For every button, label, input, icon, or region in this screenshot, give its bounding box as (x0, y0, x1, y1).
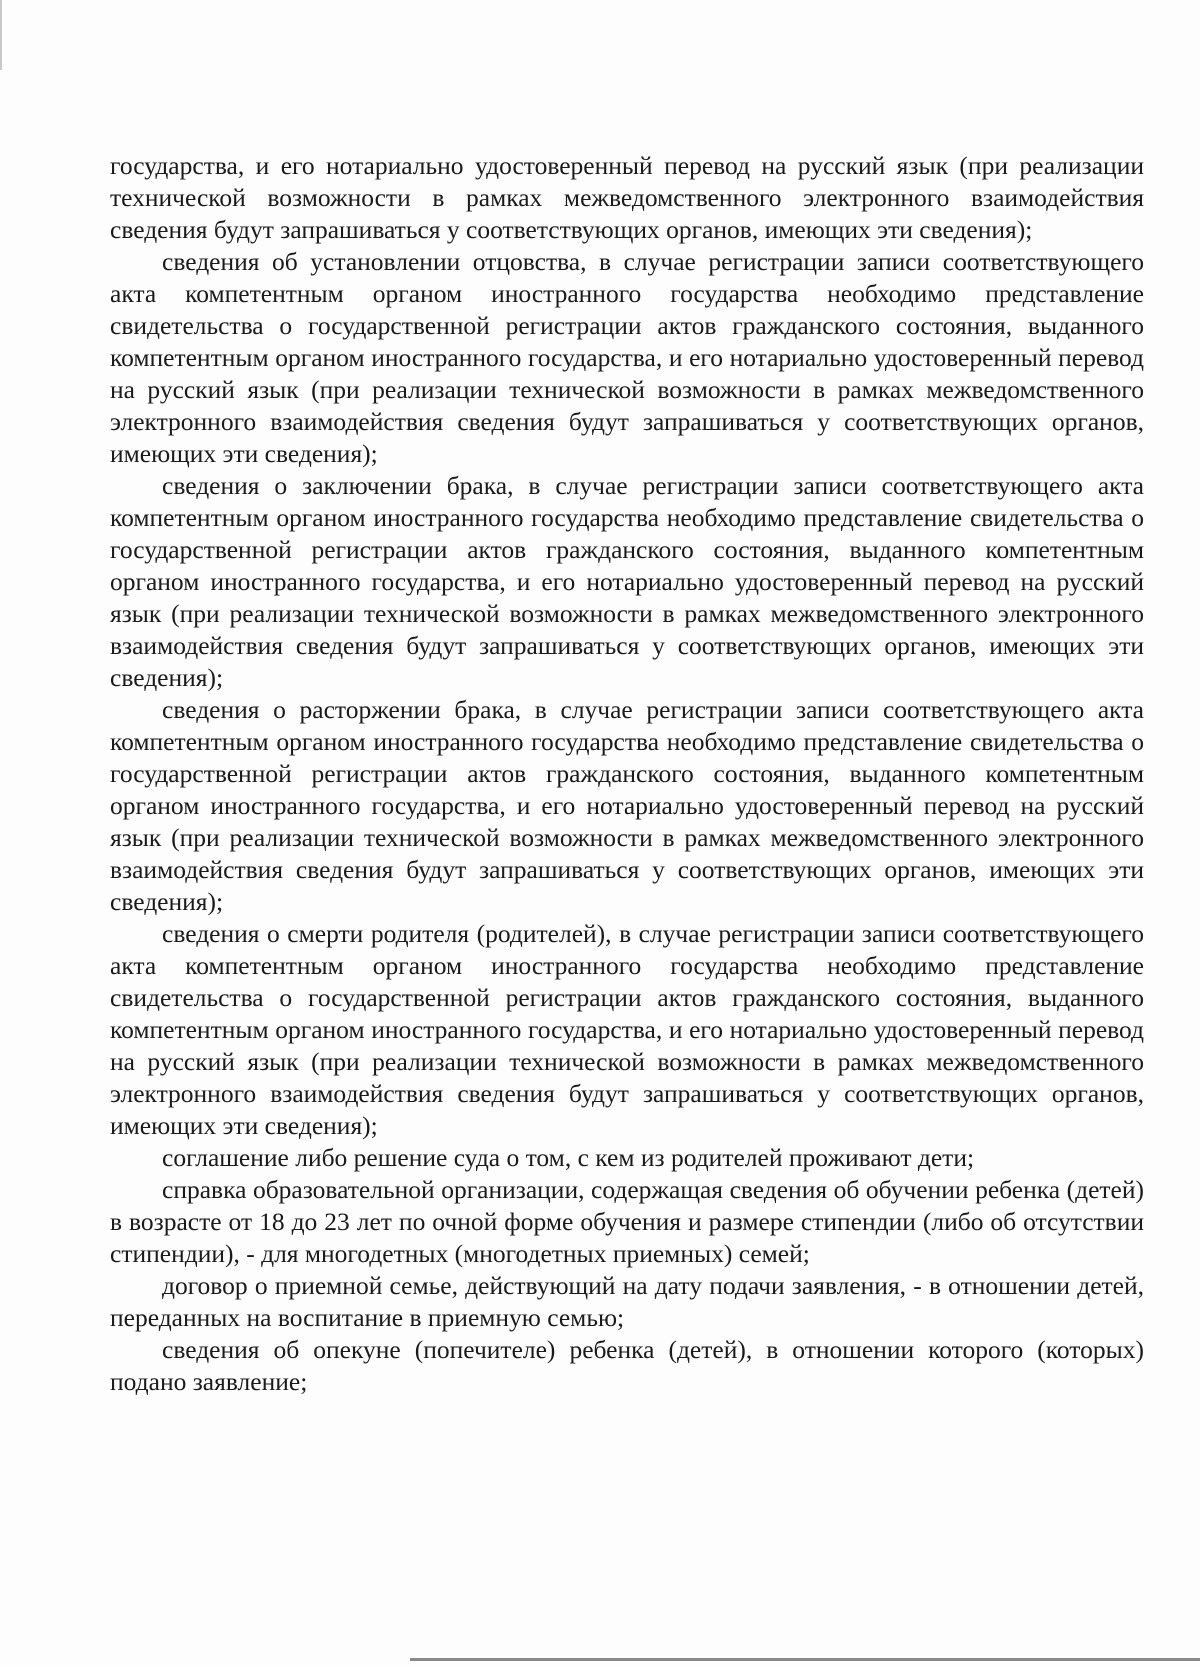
paragraph-divorce: сведения о расторжении брака, в случае регистрации записи соответствующего акта компетентным органом иностранного государства необходимо представление свидетельства о государственной регистрации актов гражданского состояния, выданного компетентным органом иностранного государства, и его нотариально удостоверенный перевод на русский язык (при реализации технической возможности в рамках межведомственного электронного взаимодействия сведения будут запрашиваться у соответствующих органов, имеющих эти сведения); (110, 695, 1144, 916)
scan-edge-mark (0, 0, 2, 70)
paragraph-marriage: сведения о заключении брака, в случае регистрации записи соответствующего акта компетентным органом иностранного государства необходимо представление свидетельства о государственной регистрации актов гражданского состояния, выданного компетентным органом иностранного государства, и его нотариально удостоверенный перевод на русский язык (при реализации технической возможности в рамках межведомственного электронного взаимодействия сведения будут запрашиваться у соответствующих органов, имеющих эти сведения); (110, 471, 1144, 692)
scan-bottom-rule (410, 1658, 1200, 1661)
paragraph-education-certificate: справка образовательной организации, содержащая сведения об обучении ребенка (детей) в возрасте от 18 до 23 лет по очной форме обучения и размере стипендии (либо об отсутствии стипендии), - для многодетных (многодетных приемных) семей; (110, 1175, 1144, 1268)
paragraph-residence-agreement: соглашение либо решение суда о том, с кем из родителей проживают дети; (162, 1143, 975, 1172)
paragraph-foster-contract: договор о приемной семье, действующий на дату подачи заявления, - в отношении детей, переданных на воспитание в приемную семью; (110, 1271, 1144, 1332)
paragraph-foreign-state-continuation: государства, и его нотариально удостоверенный перевод на русский язык (при реализации технической возможности в рамках межведомственного электронного взаимодействия сведения будут запрашиваться у соответствующих органов, имеющих эти сведения); (110, 151, 1144, 244)
paragraph-parent-death: сведения о смерти родителя (родителей), в случае регистрации записи соответствующего акта компетентным органом иностранного государства необходимо представление свидетельства о государственной регистрации актов гражданского состояния, выданного компетентным органом иностранного государства, и его нотариально удостоверенный перевод на русский язык (при реализации технической возможности в рамках межведомственного электронного взаимодействия сведения будут запрашиваться у соответствующих органов, имеющих эти сведения); (110, 919, 1144, 1140)
paragraph-paternity: сведения об установлении отцовства, в случае регистрации записи соответствующего акта компетентным органом иностранного государства необходимо представление свидетельства о государственной регистрации актов гражданского состояния, выданного компетентным органом иностранного государства, и его нотариально удостоверенный перевод на русский язык (при реализации технической возможности в рамках межведомственного электронного взаимодействия сведения будут запрашиваться у соответствующих органов, имеющих эти сведения); (110, 247, 1144, 468)
document-body (110, 150, 1144, 1398)
paragraph-guardian-info: сведения об опекуне (попечителе) ребенка (детей), в отношении которого (которых) подано заявление; (110, 1335, 1144, 1396)
